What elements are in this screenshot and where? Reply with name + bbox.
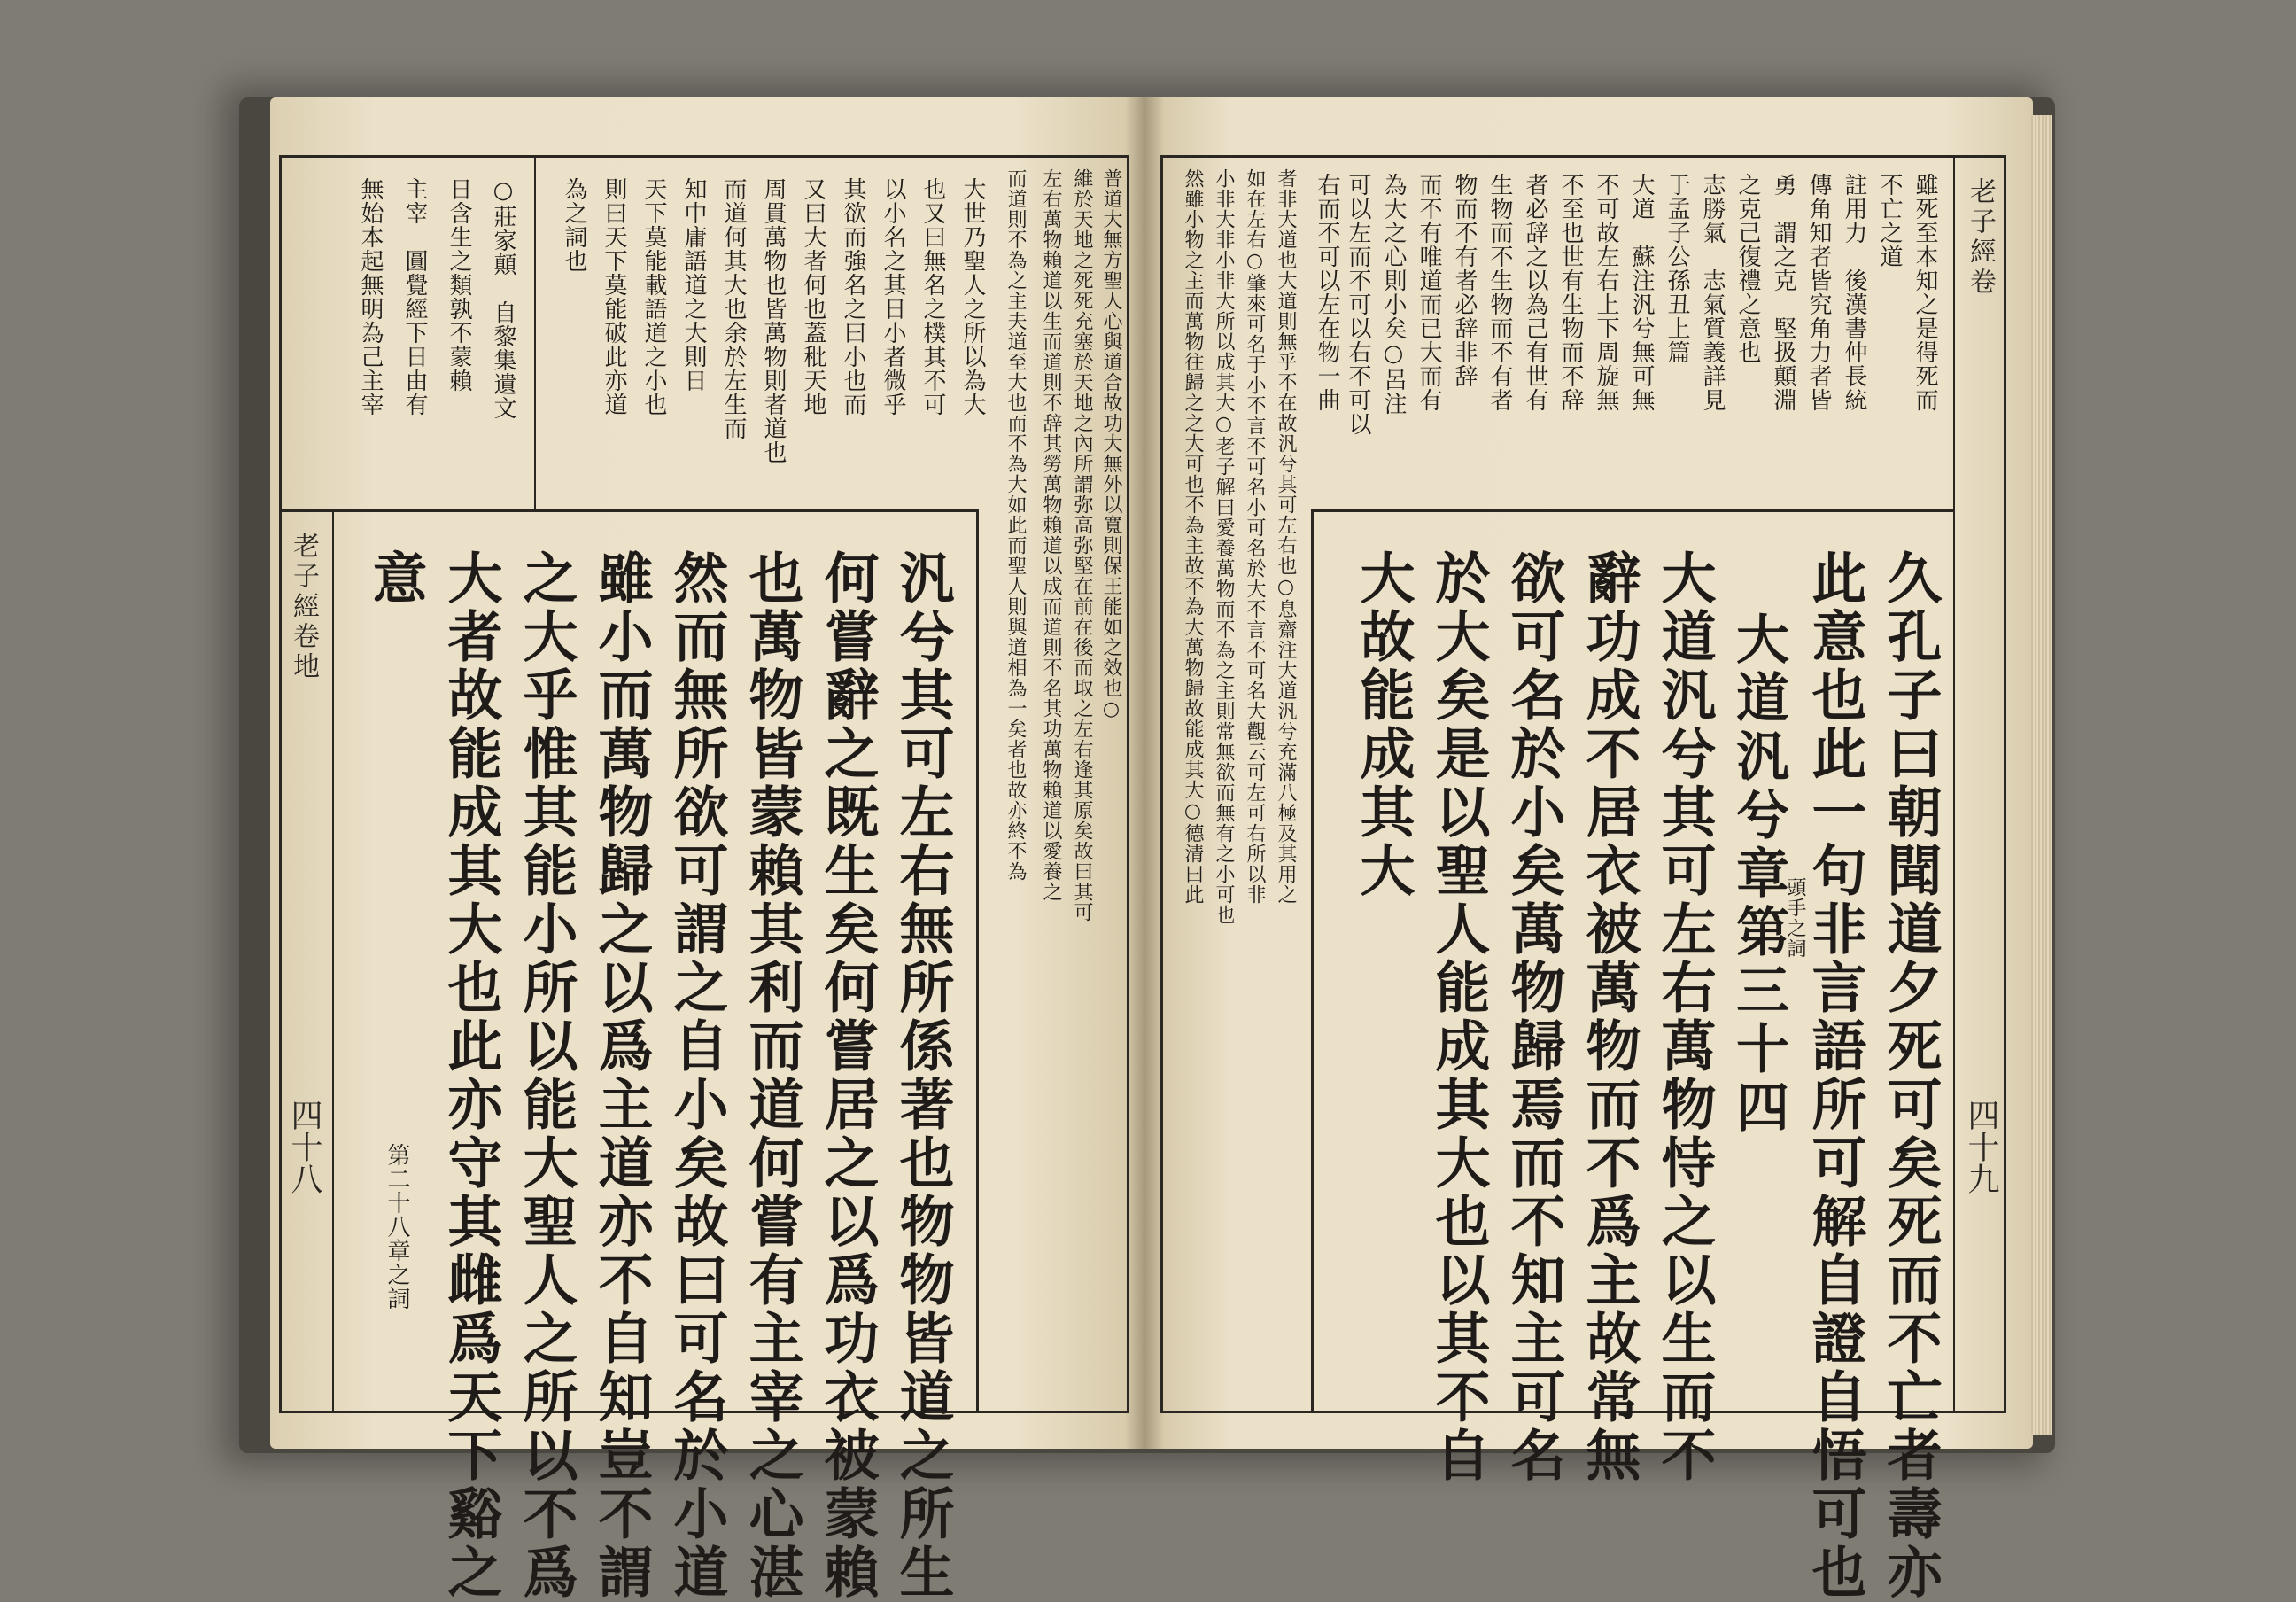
commentary-line: 以小名之其日小者微乎	[880, 177, 906, 416]
main-text-line: 大故能成其大	[1351, 549, 1416, 900]
commentary-line: 志勝氣 志氣質義詳見	[1699, 173, 1726, 412]
commentary-line: 天下莫能載語道之小也	[640, 177, 667, 416]
inline-note: 頭手之詞	[1784, 877, 1806, 959]
commentary-line: 知中庸語道之大則日	[680, 177, 707, 393]
sidebox-line: 無始本起無明為己主宰	[357, 177, 384, 416]
commentary-line: 大世乃聖人之所以為大	[959, 177, 986, 416]
chapter-heading: 大道汎兮章第三十四	[1727, 611, 1789, 1138]
main-text-line: 也萬物皆蒙賴其利而道何嘗有主宰之心湛	[740, 549, 804, 1602]
main-text-line: 辭功成不居衣被萬物而不爲主故常無	[1577, 549, 1641, 1485]
commentary-line: 勇 謂之克 堅扱顛淵	[1770, 173, 1796, 412]
page-edges	[2031, 115, 2052, 1435]
commentary-line: 維於天地之死死充塞於天地之內所謂弥高弥堅在前在後而取之左右逢其原矣故曰其可	[1071, 168, 1093, 922]
book-gutter	[1125, 97, 1164, 1449]
page-number: 四十九	[1963, 1099, 1999, 1194]
commentary-line: 而不有唯道而已大而有	[1416, 173, 1442, 412]
commentary-line: 于孟子公孫丑上篇	[1664, 173, 1690, 364]
commentary-line: 生物而不生物而不有者	[1486, 173, 1513, 412]
main-text-line: 欲可名於小矣萬物歸焉而不知主可名	[1501, 549, 1566, 1485]
commentary-line: 也又曰無名之樸其不可	[919, 177, 946, 416]
sidebox-line: 主宰 圓覺經下日由有	[401, 177, 428, 416]
commentary-line: 傳角知者皆究角力者皆	[1805, 173, 1832, 412]
commentary-line: 然雖小物之主而萬物往歸之之大可也不為主故不為大萬物歸故能成其大○德清曰此	[1182, 168, 1204, 905]
commentary-line: 其欲而強名之曰小也而	[840, 177, 866, 416]
main-text-line: 何嘗辭之既生矣何嘗居之以爲功衣被蒙賴	[815, 549, 880, 1602]
sidebox-line: ○莊家顛 自黎集遺文	[490, 177, 516, 420]
main-text-box	[334, 509, 979, 1413]
commentary-line: 右而不可以左在物一曲	[1314, 173, 1340, 412]
commentary-line: 為之詞也	[561, 177, 587, 273]
commentary-line: 則曰天下莫能破此亦道	[601, 177, 627, 416]
margin-title: 老子經卷地	[288, 532, 319, 682]
commentary-line: 周貫萬物也皆萬物則者道也	[760, 177, 787, 464]
commentary-line: 左右萬物賴道以生而道則不辞其勞萬物賴道以成而道則不名其功萬物賴道以愛養之	[1040, 168, 1062, 902]
main-text-line: 大者故能成其大也此亦守其雌爲天下谿之	[438, 549, 503, 1602]
page-number: 四十八	[286, 1099, 322, 1194]
sidebox-line: 日含生之類孰不蒙賴	[446, 177, 472, 393]
margin-title: 老子經卷	[1965, 177, 1996, 298]
main-text-line: 久孔子曰朝聞道夕死可矣死而不亡者壽亦	[1878, 549, 1943, 1602]
commentary-line: 註用力 後漢書仲長統	[1841, 173, 1867, 412]
main-text-line: 然而無所欲可謂之自小矣故曰可名於小道	[664, 549, 729, 1602]
commentary-line: 而道何其大也余於左生而	[720, 177, 747, 440]
commentary-line: 雖死至本知之是得死而	[1912, 173, 1938, 412]
right-margin-strip	[1953, 155, 2006, 1413]
commentary-line: 者非大道也大道則無乎不在故汎兮其可左右也○息齋注大道汎兮充滿八極及其用之	[1275, 168, 1297, 905]
commentary-line: 為大之心則小矣○呂注	[1380, 173, 1407, 416]
chapter-note: 第二十八章之詞	[384, 1143, 410, 1310]
commentary-line: 物而不有者必辞非辞	[1451, 173, 1478, 388]
main-text-line: 意	[363, 549, 428, 608]
right-page	[1143, 97, 2033, 1602]
main-text-line: 此意也此一句非言語所可解自證自悟可也	[1803, 549, 1867, 1602]
main-text-line: 之大乎惟其能小所以能大聖人之所以不爲	[514, 549, 578, 1602]
commentary-line: 小非大非小非大所以成其大○老子解曰愛養萬物而不為之主則常無欲而無有之小可也	[1213, 168, 1235, 925]
commentary-line: 可以左而不可以右不可以	[1345, 173, 1371, 436]
main-text-line: 於大矣是以聖人能成其大也以其不自	[1426, 549, 1491, 1485]
commentary-line: 不可故左右上下周旋無	[1593, 173, 1619, 412]
main-text-line: 雖小而萬物歸之以爲主道亦不自知豈不謂	[589, 549, 654, 1602]
commentary-line: 大道 蘇注汎兮無可無	[1628, 173, 1655, 412]
commentary-line: 者必辞之以為己有世有	[1522, 173, 1548, 412]
commentary-line: 又曰大者何也蓋秕天地	[800, 177, 826, 416]
commentary-line: 不至也世有生物而不辞	[1557, 173, 1584, 412]
main-text-line: 汎兮其可左右無所係著也物物皆道之所生	[890, 549, 955, 1602]
main-text-line: 大道汎兮其可左右萬物恃之以生而不	[1652, 549, 1717, 1485]
commentary-line: 之克己復禮之意也	[1734, 173, 1761, 364]
commentary-line: 普道大無方聖人心與道合故功大無外以寬則保王能如之效也○	[1100, 168, 1122, 721]
commentary-line: 不亡之道	[1876, 173, 1903, 268]
commentary-line: 如在左右○肇來可名于小不言不可名小可名於大不言不可名大觀云可左可右所以非	[1244, 168, 1266, 905]
commentary-line: 而道則不為之主夫道至大也而不為大如此而聖人則與道相為一矣者也故亦終不為	[1004, 168, 1027, 882]
left-page	[270, 97, 1143, 1602]
